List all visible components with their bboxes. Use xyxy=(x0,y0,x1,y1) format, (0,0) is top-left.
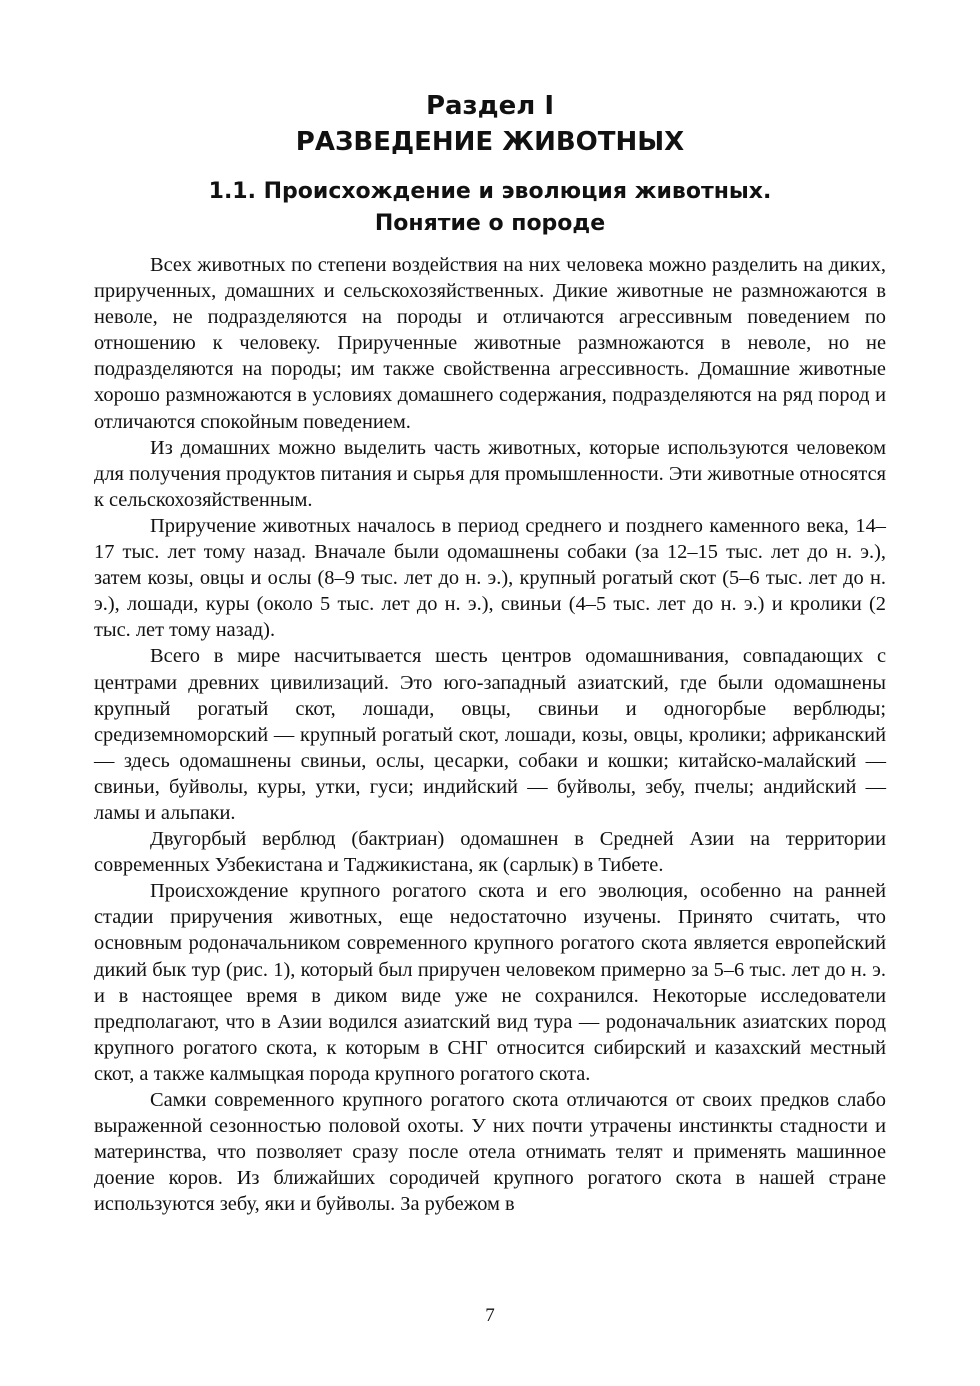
paragraph-7: Самки современного крупного рогатого скота отличаются от своих предков слабо выраженной сезонностью половой охоты. У них почти утрачены инстинкты стадности и материнства, что позволяет сразу после отела отнимать телят и применять машинное доение коров. Из ближайших сородичей крупного рогатого скота в нашей стране используются зебу, яки и буйволы. За рубежом в xyxy=(94,1089,886,1216)
paragraph-5: Двугорбый верблюд (бактриан) одомашнен в Средней Азии на территории современных Узбекистана и Таджикистана, як (сарлык) в Тибете. xyxy=(94,828,886,877)
subsection-title-line-1: 1.1. Происхождение и эволюция животных. xyxy=(208,179,772,204)
section-number: Раздел I xyxy=(425,91,555,121)
subsection-title-line-2: Понятие о породе xyxy=(374,211,606,236)
paragraph-6: Происхождение крупного рогатого скота и его эволюция, особенно на ранней стадии приручения животных, еще недостаточно изучены. Принято считать, что основным родоначальником современного крупного рогатого скота является европейский дикий бык тур (рис. 1), который был приручен человеком примерно за 5–6 тыс. лет до н. э. и в настоящее время в диком виде уже не сохранился. Некоторые исследователи предполагают, что в Азии водился азиатский вид тура — родоначальник азиатских пород крупного рогатого скота, к которым в СНГ относится сибирский и казахский местный скот, а также калмыцкая порода крупного рогатого скота. xyxy=(94,880,886,1085)
paragraph-3: Приручение животных началось в период среднего и позднего каменного века, 14–17 тыс. лет тому назад. Вначале были одомашнены собаки (за 12–15 тыс. лет до н. э.), затем козы, овцы и ослы (8–9 тыс. лет до н. э.), крупный рогатый скот (5–6 тыс. лет до н. э.), лошади, куры (около 5 тыс. лет до н. э.), свиньи (4–5 тыс. лет до н. э.) и кролики (2 тыс. лет тому назад). xyxy=(94,514,886,642)
section-name: РАЗВЕДЕНИЕ ЖИВОТНЫХ xyxy=(295,127,685,157)
body-text xyxy=(94,252,886,1217)
page-content xyxy=(94,88,886,1217)
paragraph-4: Всего в мире насчитывается шесть центров одомашнивания, совпадающих с центрами древних цивилизаций. Это юго-западный азиатский, где были одомашнены крупный рогатый скот, лошади, овцы, свиньи и одногорбые верблюды; средиземноморский — крупный рогатый скот, лошади, козы, овцы, кролики; африканский — здесь одомашнены свиньи, ослы, цесарки, собаки и кошки; китайско-малайский — свиньи, буйволы, куры, утки, гуси; индийский — буйволы, зебу, пчелы; андийский — ламы и альпаки. xyxy=(94,645,886,824)
subsection-title xyxy=(94,176,886,240)
paragraph-1: Всех животных по степени воздействия на них человека можно разделить на диких, прирученных, домашних и сельскохозяйственных. Дикие животные не размножаются в неволе, не подразделяются на породы и отличаются агрессивным поведением по отношению к человеку. Прирученные животные размножаются в неволе, но не подразделяются на породы; им также свойственна агрессивность. Домашние животные хорошо размножаются в условиях домашнего содержания, подразделяются на ряд пород и отличаются спокойным поведением. xyxy=(94,254,886,433)
section-title xyxy=(94,88,886,160)
page-number: 7 xyxy=(485,1305,495,1326)
paragraph-2: Из домашних можно выделить часть животных, которые используются человеком для получения продуктов питания и сырья для промышленности. Эти животные относятся к сельскохозяйственным. xyxy=(94,436,886,511)
